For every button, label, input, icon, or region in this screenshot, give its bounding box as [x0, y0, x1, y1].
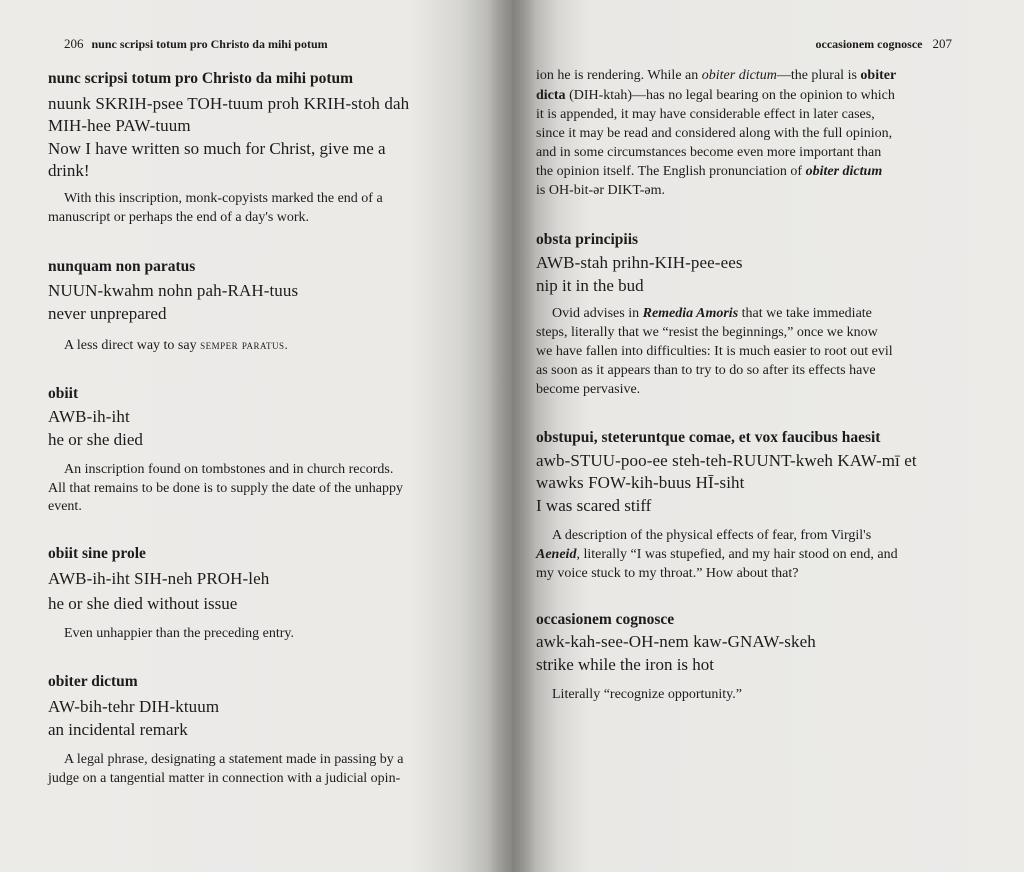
- cross-reference: semper paratus.: [200, 337, 289, 352]
- entry-translation: I was scared stiff: [536, 496, 652, 515]
- entry-description: Ovid advises in Remedia Amoris that we take immediate: [552, 306, 872, 321]
- entry-description: as soon as it appears than to try to do so after its effects have: [536, 363, 876, 378]
- entry-translation: Now I have written so much for Christ, give me a: [48, 139, 386, 158]
- entry-headword: obsta principiis: [536, 231, 639, 248]
- entry-description: steps, literally that we “resist the beginnings,” once we know: [536, 325, 878, 340]
- entry-translation: nip it in the bud: [536, 276, 644, 295]
- left-running-head-title: nunc scripsi totum pro Christo da mihi potum: [91, 37, 328, 51]
- entry-headword: nunquam non paratus: [48, 258, 196, 275]
- entry-description: my voice stuck to my throat.” How about that?: [536, 566, 799, 581]
- continuation-text: is OH-bit-ər DIKT-əm.: [536, 183, 665, 198]
- right-running-head: [816, 36, 952, 52]
- entry-description: become pervasive.: [536, 382, 641, 397]
- entry-description: A less direct way to say semper paratus.: [64, 337, 289, 353]
- entry-pronunciation: AWB-ih-iht SIH-neh PROH-leh: [48, 569, 270, 588]
- entry-pronunciation: AW-bih-tehr DIH-ktuum: [48, 697, 220, 716]
- entry-description: Literally “recognize opportunity.”: [552, 687, 742, 702]
- entry-pronunciation: NUUN-kwahm nohn pah-RAH-tuus: [48, 281, 299, 300]
- entry-headword: nunc scripsi totum pro Christo da mihi potum: [48, 70, 354, 87]
- right-page-number: 207: [932, 36, 952, 51]
- entry-description: manuscript or perhaps the end of a day's work.: [48, 210, 310, 225]
- entry-headword: obiit: [48, 385, 79, 402]
- entry-pronunciation: MIH-hee PAW-tuum: [48, 116, 191, 135]
- entry-headword: occasionem cognosce: [536, 611, 675, 628]
- continuation-text: and in some circumstances become even more important than: [536, 145, 882, 160]
- continuation-text: ion he is rendering. While an obiter dictum—the plural is obiter: [536, 68, 897, 83]
- continuation-text: dicta (DIH-ktah)—has no legal bearing on the opinion to which: [536, 88, 895, 103]
- left-running-head: [64, 36, 328, 52]
- entry-pronunciation: AWB-ih-iht: [48, 407, 130, 426]
- entry-description: An inscription found on tombstones and in church records.: [64, 462, 394, 477]
- entry-description: judge on a tangential matter in connection with a judicial opin-: [48, 771, 401, 786]
- entry-headword: obstupui, steteruntque comae, et vox faucibus haesit: [536, 429, 881, 446]
- entry-pronunciation: nuunk SKRIH-psee TOH-tuum proh KRIH-stoh dah: [48, 94, 410, 113]
- left-page-number: 206: [64, 36, 84, 51]
- entry-headword: obiter dictum: [48, 673, 138, 690]
- entry-translation: drink!: [48, 161, 90, 180]
- entry-translation: an incidental remark: [48, 720, 188, 739]
- right-running-head-title: occasionem cognosce: [815, 37, 923, 51]
- entry-translation: strike while the iron is hot: [536, 655, 715, 674]
- entry-translation: never unprepared: [48, 304, 167, 323]
- continuation-text: since it may be read and considered along with the full opinion,: [536, 126, 893, 141]
- entry-pronunciation: awk-kah-see-OH-nem kaw-GNAW-skeh: [536, 632, 816, 651]
- entry-description: All that remains to be done is to supply the date of the unhappy: [48, 481, 403, 496]
- entry-description: A legal phrase, designating a statement made in passing by a: [64, 752, 404, 767]
- entry-pronunciation: wawks FOW-kih-buus HĪ-siht: [536, 473, 745, 492]
- continuation-text: it is appended, it may have considerable effect in later cases,: [536, 107, 875, 122]
- entry-description: Aeneid, literally “I was stupefied, and my hair stood on end, and: [536, 547, 898, 562]
- right-page: [512, 0, 1024, 872]
- entry-description: event.: [48, 499, 82, 514]
- entry-headword: obiit sine prole: [48, 545, 146, 562]
- entry-pronunciation: awb-STUU-poo-ee steh-teh-RUUNT-kweh KAW-mī et: [536, 451, 917, 470]
- entry-translation: he or she died without issue: [48, 594, 238, 613]
- entry-description: we have fallen into difficulties: It is much easier to root out evil: [536, 344, 893, 359]
- entry-translation: he or she died: [48, 430, 143, 449]
- entry-description: A description of the physical effects of fear, from Virgil's: [552, 528, 872, 543]
- entry-description: Even unhappier than the preceding entry.: [64, 626, 295, 641]
- continuation-text: the opinion itself. The English pronunciation of obiter dictum: [536, 164, 883, 179]
- entry-pronunciation: AWB-stah prihn-KIH-pee-ees: [536, 253, 743, 272]
- entry-description: With this inscription, monk-copyists marked the end of a: [64, 191, 383, 206]
